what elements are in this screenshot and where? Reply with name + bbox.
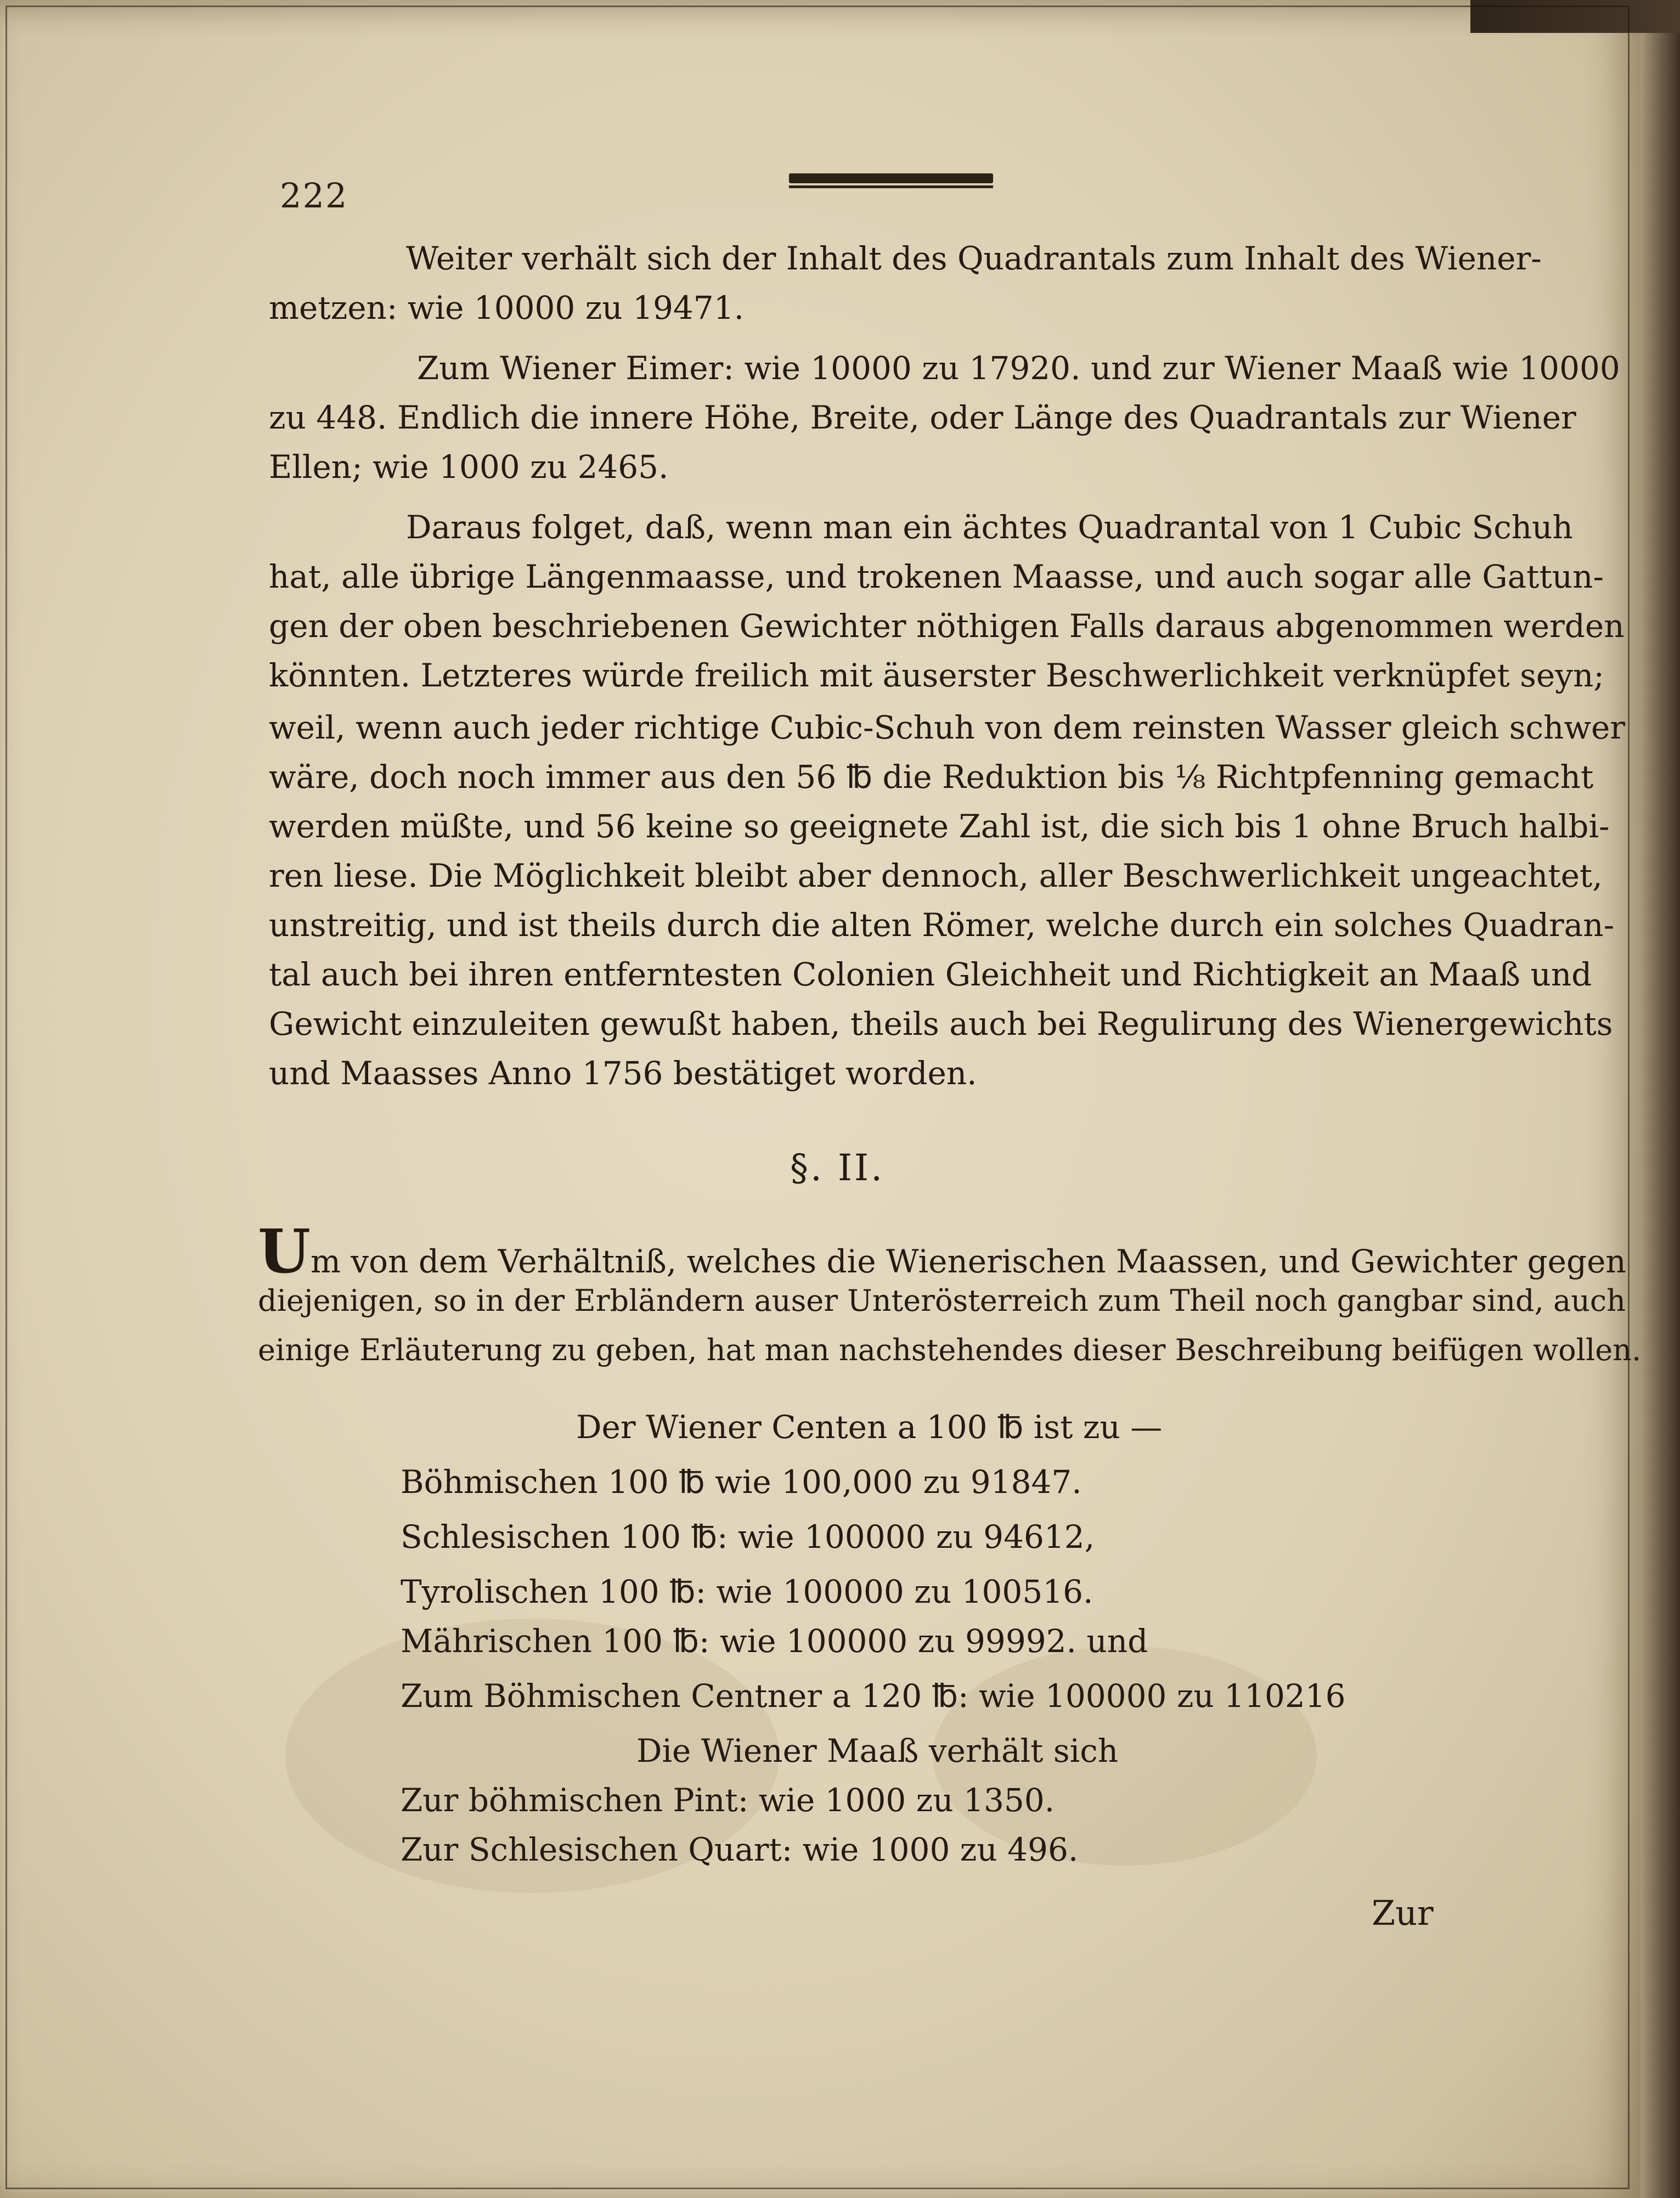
text-line: metzen: wie 10000 zu 19471. [269, 289, 745, 326]
table-heading: Die Wiener Maaß verhält sich [636, 1732, 1119, 1769]
page-number: 222 [280, 176, 348, 216]
text-line: weil, wenn auch jeder richtige Cubic-Schuh von dem reinsten Wasser gleich schwer [269, 709, 1626, 746]
text-line: Ellen; wie 1000 zu 2465. [269, 448, 669, 486]
text-line: diejenigen, so in der Erbländern auser Unterösterreich zum Theil noch gangbar sind, auch [258, 1283, 1626, 1318]
catchword: Zur [1372, 1893, 1434, 1933]
section-heading: §. II. [790, 1147, 885, 1189]
section-first-line [258, 1216, 1626, 1287]
text-line: einige Erläuterung zu geben, hat man nachstehendes dieser Beschreibung beifügen wollen. [258, 1333, 1642, 1367]
text-line: Daraus folget, daß, wenn man ein ächtes Quadrantal von 1 Cubic Schuh [406, 509, 1573, 546]
text-line: werden müßte, und 56 keine so geeignete Zahl ist, die sich bis 1 ohne Bruch halbi- [269, 808, 1610, 845]
weight-row: Zum Böhmischen Centner a 120 ℔: wie 100000 zu 110216 [401, 1677, 1346, 1715]
text-line: tal auch bei ihren entferntesten Colonien Gleichheit und Richtigkeit an Maaß und [269, 956, 1592, 993]
text-line: Gewicht einzuleiten gewußt haben, theils auch bei Regulirung des Wienergewichts [269, 1005, 1613, 1042]
text-line: hat, alle übrige Längenmaasse, und trokenen Maasse, und auch sogar alle Gattun- [269, 558, 1604, 595]
text-line: m von dem Verhältniß, welches die Wienerischen Maassen, und Gewichter gegen [310, 1243, 1626, 1280]
table-heading: Der Wiener Centen a 100 ℔ ist zu — [576, 1408, 1163, 1446]
weight-row: Schlesischen 100 ℔: wie 100000 zu 94612, [401, 1518, 1095, 1555]
text-line: gen der oben beschriebenen Gewichter nöthigen Falls daraus abgenommen werden [269, 607, 1625, 645]
text-line: wäre, doch noch immer aus den 56 ℔ die Reduktion bis ⅛ Richtpfenning gemacht [269, 758, 1594, 796]
text-line: zu 448. Endlich die innere Höhe, Breite, oder Länge des Quadrantals zur Wiener [269, 399, 1576, 436]
weight-row: Tyrolischen 100 ℔: wie 100000 zu 100516. [401, 1573, 1093, 1610]
drop-cap: U [258, 1216, 311, 1287]
text-line: Zum Wiener Eimer: wie 10000 zu 17920. und zur Wiener Maaß wie 10000 [417, 350, 1620, 387]
text-line: könnten. Letzteres würde freilich mit äuserster Beschwerlichkeit verknüpfet seyn; [269, 657, 1604, 694]
page-gutter [1640, 0, 1680, 2198]
weight-row: Mährischen 100 ℔: wie 100000 zu 99992. und [401, 1622, 1148, 1660]
weight-row: Böhmischen 100 ℔ wie 100,000 zu 91847. [401, 1463, 1082, 1501]
text-line: Weiter verhält sich der Inhalt des Quadrantals zum Inhalt des Wiener- [406, 240, 1542, 277]
header-rule [789, 173, 993, 183]
measure-row: Zur Schlesischen Quart: wie 1000 zu 496. [401, 1831, 1079, 1868]
text-line: ren liese. Die Möglichkeit bleibt aber dennoch, aller Beschwerlichkeit ungeachtet, [269, 857, 1603, 894]
text-line: und Maasses Anno 1756 bestätiget worden. [269, 1055, 977, 1092]
text-line: unstreitig, und ist theils durch die alten Römer, welche durch ein solches Quadran- [269, 906, 1615, 944]
measure-row: Zur böhmischen Pint: wie 1000 zu 1350. [401, 1782, 1055, 1819]
